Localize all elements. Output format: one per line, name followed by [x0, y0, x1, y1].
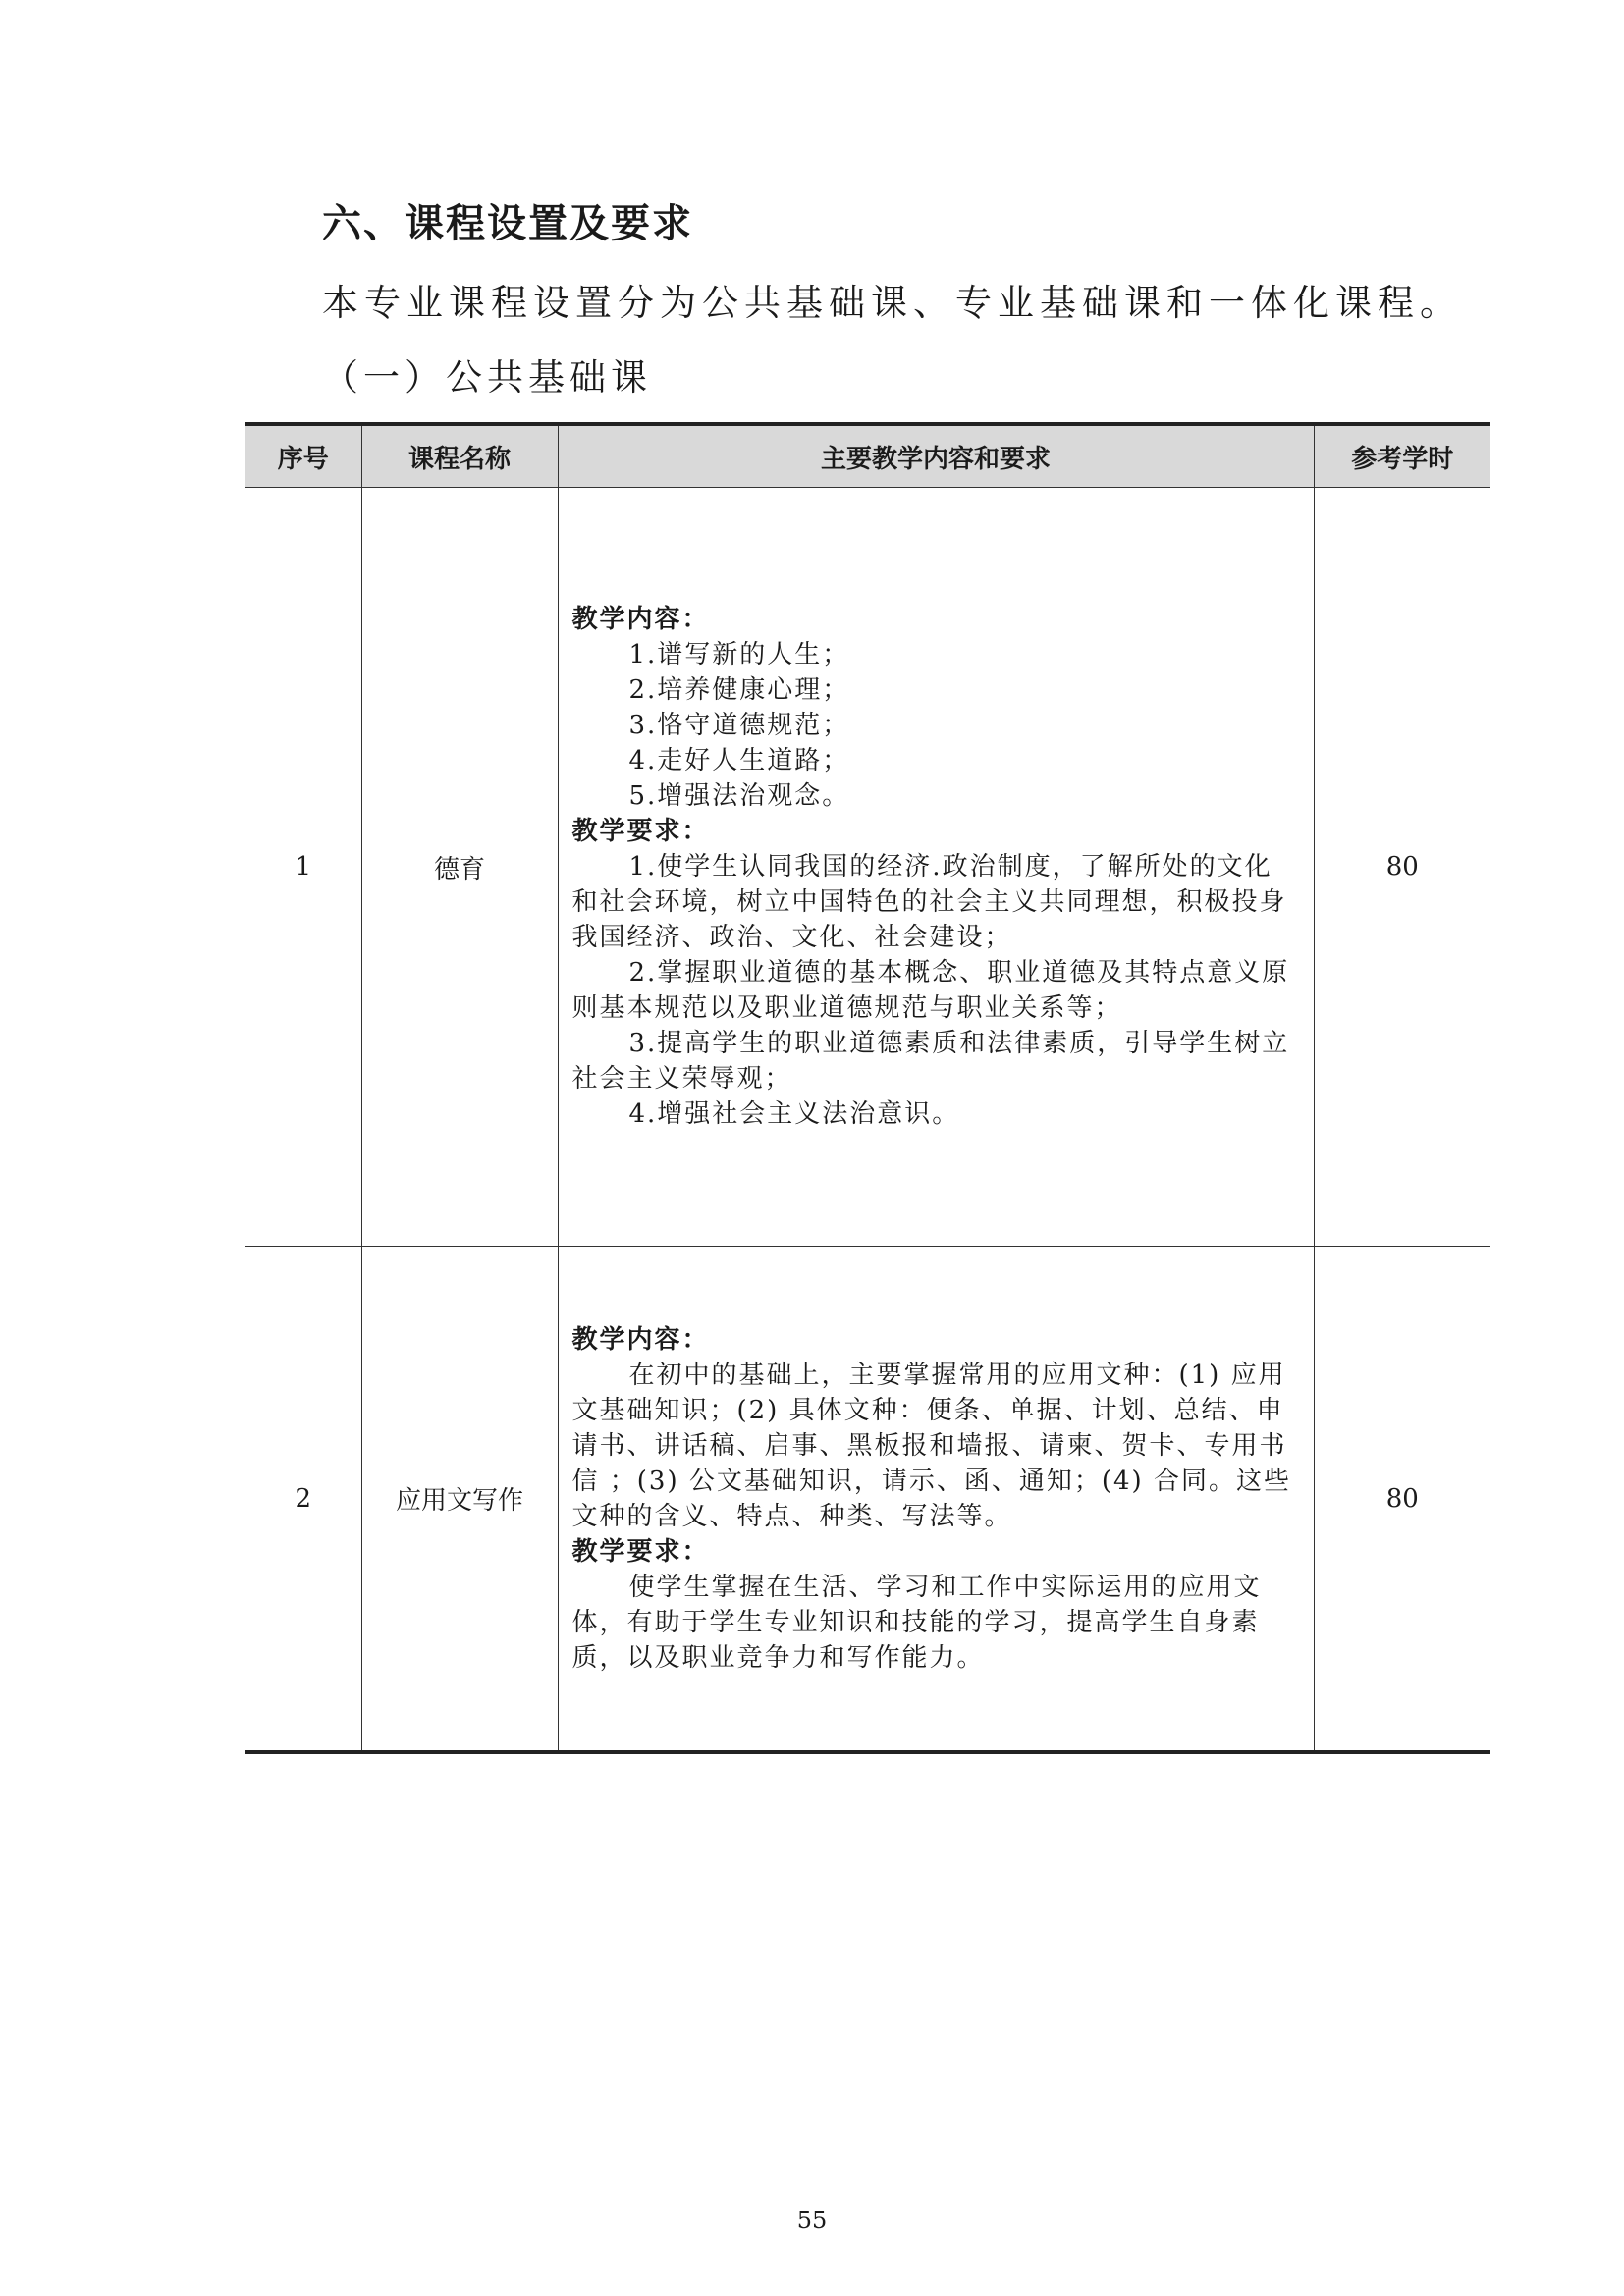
- row-content: [558, 488, 1314, 1247]
- content-heading: 教学内容：: [571, 1324, 710, 1355]
- row-hours: 80: [1314, 1247, 1490, 1753]
- subsection-title: （一）公共基础课: [322, 356, 652, 399]
- table-header-row: [245, 424, 1490, 488]
- content-item: 2.培养健康心理；: [628, 675, 850, 705]
- header-course-name: 课程名称: [361, 424, 558, 488]
- content-text: 在初中的基础上，主要掌握常用的应用文种：(1) 应用文基础知识；(2) 具体文种：便条、单据、计划、总结、申请书、讲话稿、启事、黑板报和墙报、请柬、贺卡、专用书信 ；(3) 公文基础知识，请示、函、通知；(4) 合同。这些文种的含义、特点、种类、写法等。: [571, 1360, 1291, 1531]
- requirement-item: 2.掌握职业道德的基本概念、职业道德及其特点意义原则基本规范以及职业道德规范与职业关系等；: [571, 958, 1290, 1023]
- table-row: [245, 488, 1490, 1247]
- requirement-heading: 教学要求：: [571, 1536, 710, 1567]
- page-number: 55: [796, 2207, 828, 2234]
- row-hours: 80: [1314, 488, 1490, 1247]
- content-heading: 教学内容：: [571, 605, 710, 634]
- requirement-item: 4.增强社会主义法治意识。: [628, 1099, 960, 1129]
- row-index: 2: [245, 1247, 361, 1753]
- content-item: 5.增强法治观念。: [628, 781, 850, 811]
- row-index: 1: [245, 488, 361, 1247]
- row-course-name: 德育: [361, 488, 558, 1247]
- content-item: 3.恪守道德规范；: [628, 711, 850, 740]
- intro-paragraph: 本专业课程设置分为公共基础课、专业基础课和一体化课程。: [322, 282, 1462, 324]
- course-table: [245, 422, 1490, 1754]
- header-hours: 参考学时: [1314, 424, 1490, 488]
- requirement-text: 使学生掌握在生活、学习和工作中实际运用的应用文体，有助于学生专业知识和技能的学习，提高学生自身素质，以及职业竞争力和写作能力。: [571, 1572, 1262, 1673]
- content-item: 1.谱写新的人生；: [628, 640, 850, 669]
- row-content: [558, 1247, 1314, 1753]
- table-row: [245, 1247, 1490, 1753]
- requirement-item: 3.提高学生的职业道德素质和法律素质，引导学生树立社会主义荣辱观；: [571, 1029, 1290, 1094]
- requirement-item: 1.使学生认同我国的经济.政治制度，了解所处的文化和社会环境，树立中国特色的社会主义共同理想，积极投身我国经济、政治、文化、社会建设；: [571, 852, 1287, 952]
- requirement-heading: 教学要求：: [571, 817, 710, 846]
- header-content: 主要教学内容和要求: [558, 424, 1314, 488]
- content-item: 4.走好人生道路；: [628, 746, 850, 775]
- row-course-name: 应用文写作: [361, 1247, 558, 1753]
- section-title: 六、课程设置及要求: [322, 201, 693, 246]
- header-index: 序号: [245, 424, 361, 488]
